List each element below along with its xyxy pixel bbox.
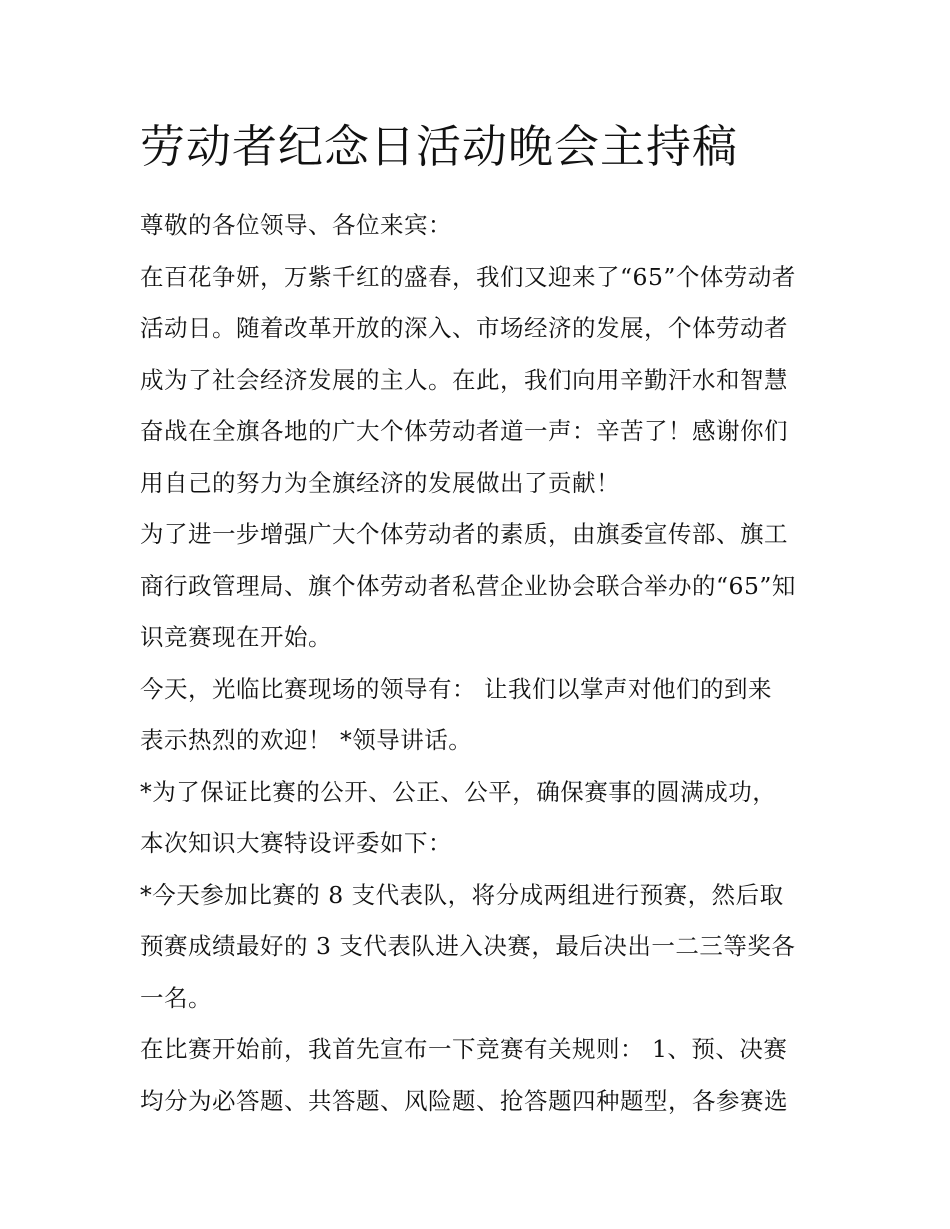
text-line: 预赛成绩最好的 3 支代表队进入决赛，最后决出一二三等奖各 — [140, 932, 796, 960]
text-line: 本次知识大赛特设评委如下： — [140, 829, 452, 857]
paragraph-teams — [140, 870, 820, 1025]
text-line: *今天参加比赛的 8 支代表队，将分成两组进行预赛，然后取 — [140, 880, 784, 909]
text-line: 今天，光临比赛现场的领导有： 让我们以掌声对他们的到来 — [140, 674, 772, 703]
text-line: 表示热烈的欢迎！ *领导讲话。 — [140, 726, 473, 754]
text-line: 一名。 — [140, 983, 212, 1012]
text-line: 识竞赛现在开始。 — [140, 623, 332, 651]
text-line: 为了进一步增强广大个体劳动者的素质，由旗委宣传部、旗工 — [140, 520, 788, 548]
text-line: 均分为必答题、共答题、风险题、抢答题四种题型，各参赛选 — [140, 1086, 788, 1115]
text-line: 尊敬的各位领导、各位来宾： — [140, 211, 452, 239]
paragraph-contest-start — [140, 509, 820, 664]
text-line: 用自己的努力为全旗经济的发展做出了贡献！ — [140, 468, 620, 497]
paragraph-opening — [140, 252, 820, 510]
text-line: 活动日。随着改革开放的深入、市场经济的发展，个体劳动者 — [140, 314, 788, 342]
text-line: 成为了社会经济发展的主人。在此，我们向用辛勤汗水和智慧 — [140, 365, 788, 394]
paragraph-greeting — [140, 200, 820, 252]
text-line: 奋战在全旗各地的广大个体劳动者道一声：辛苦了！感谢你们 — [140, 417, 788, 445]
paragraph-leaders — [140, 664, 820, 767]
text-line: 在比赛开始前，我首先宣布一下竞赛有关规则： 1、预、决赛 — [140, 1035, 788, 1063]
paragraph-rules — [140, 1024, 820, 1127]
text-line: *为了保证比赛的公开、公正、公平，确保赛事的圆满成功， — [140, 777, 777, 806]
document-body — [140, 200, 820, 1127]
text-line: 商行政管理局、旗个体劳动者私营企业协会联合举办的“65”知 — [140, 571, 796, 600]
paragraph-judges — [140, 767, 820, 870]
document-title: 劳动者纪念日活动晚会主持稿 — [140, 120, 739, 173]
text-line: 在百花争妍，万紫千红的盛春，我们又迎来了“65”个体劳动者 — [140, 262, 796, 291]
